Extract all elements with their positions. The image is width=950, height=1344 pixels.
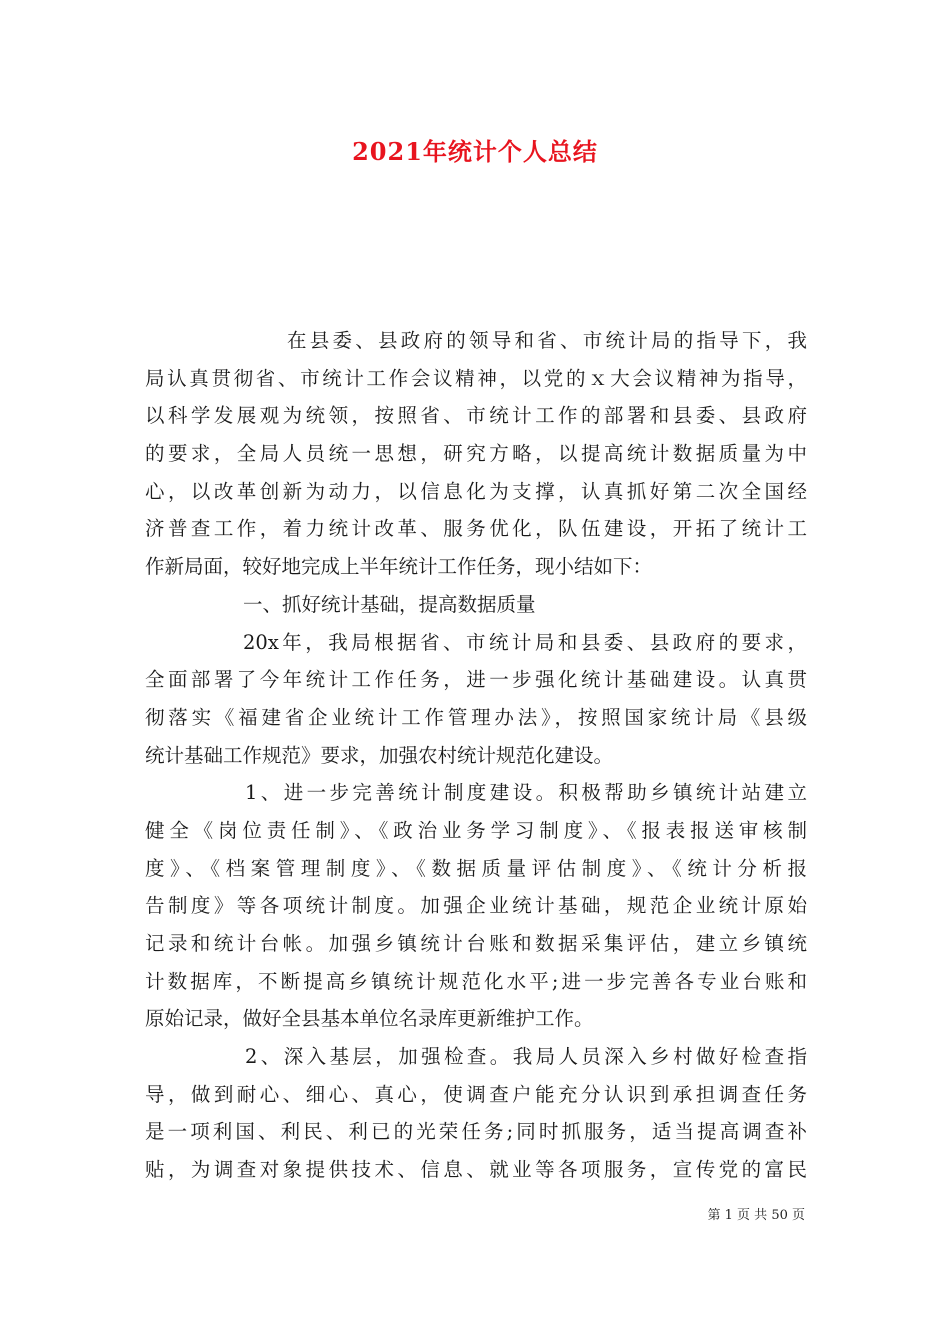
body-line: 20x年，我局根据省、市统计局和县委、县政府的要求， [243, 630, 807, 654]
body-line: 全面部署了今年统计工作任务，进一步强化统计基础建设。认真贯 [145, 668, 807, 692]
body-line: 是一项利国、利民、利已的光荣任务;同时抓服务，适当提高调查补 [145, 1120, 807, 1144]
body-line: 局认真贯彻省、市统计工作会议精神，以党的ｘ大会议精神为指导， [145, 366, 807, 390]
body-line: 记录和统计台帐。加强乡镇统计台账和数据采集评估，建立乡镇统 [145, 932, 807, 955]
body-line: 原始记录，做好全县基本单位名录库更新维护工作。 [145, 1007, 594, 1031]
body-line: 心，以改革创新为动力，以信息化为支撑，认真抓好第二次全国经 [145, 479, 807, 503]
body-line: 彻落实《福建省企业统计工作管理办法》，按照国家统计局《县级 [145, 705, 807, 729]
body-line: 作新局面，较好地完成上半年统计工作任务，现小结如下： [145, 555, 653, 579]
body-line: 贴，为调查对象提供技术、信息、就业等各项服务，宣传党的富民 [145, 1158, 807, 1182]
body-line: 2、深入基层，加强检查。我局人员深入乡村做好检查指 [245, 1045, 807, 1069]
document-title: 2021年统计个人总结 [352, 137, 598, 166]
body-line: 度》、《档案管理制度》、《数据质量评估制度》、《统计分析报 [145, 856, 807, 880]
body-line: 1、进一步完善统计制度建设。积极帮助乡镇统计站建立 [245, 781, 807, 805]
body-line: 的要求，全局人员统一思想，研究方略，以提高统计数据质量为中 [145, 442, 807, 466]
body-line: 在县委、县政府的领导和省、市统计局的指导下，我 [287, 329, 807, 352]
body-line: 导，做到耐心、细心、真心，使调查户能充分认识到承担调查任务 [145, 1082, 807, 1106]
body-line: 告制度》等各项统计制度。加强企业统计基础，规范企业统计原始 [145, 894, 807, 918]
body-line: 健全《岗位责任制》、《政治业务学习制度》、《报表报送审核制 [145, 818, 807, 842]
page-number: 第 1 页 共 50 页 [707, 1208, 805, 1223]
body-line: 以科学发展观为统领，按照省、市统计工作的部署和县委、县政府 [145, 404, 807, 428]
body-line: 济普查工作，着力统计改革、服务优化，队伍建设，开拓了统计工 [145, 517, 807, 541]
document-body [145, 322, 807, 1189]
body-line: 统计基础工作规范》要求，加强农村统计规范化建设。 [145, 743, 614, 767]
section-heading: 一、抓好统计基础，提高数据质量 [243, 592, 536, 616]
body-line: 计数据库，不断提高乡镇统计规范化水平;进一步完善各专业台账和 [145, 969, 807, 993]
